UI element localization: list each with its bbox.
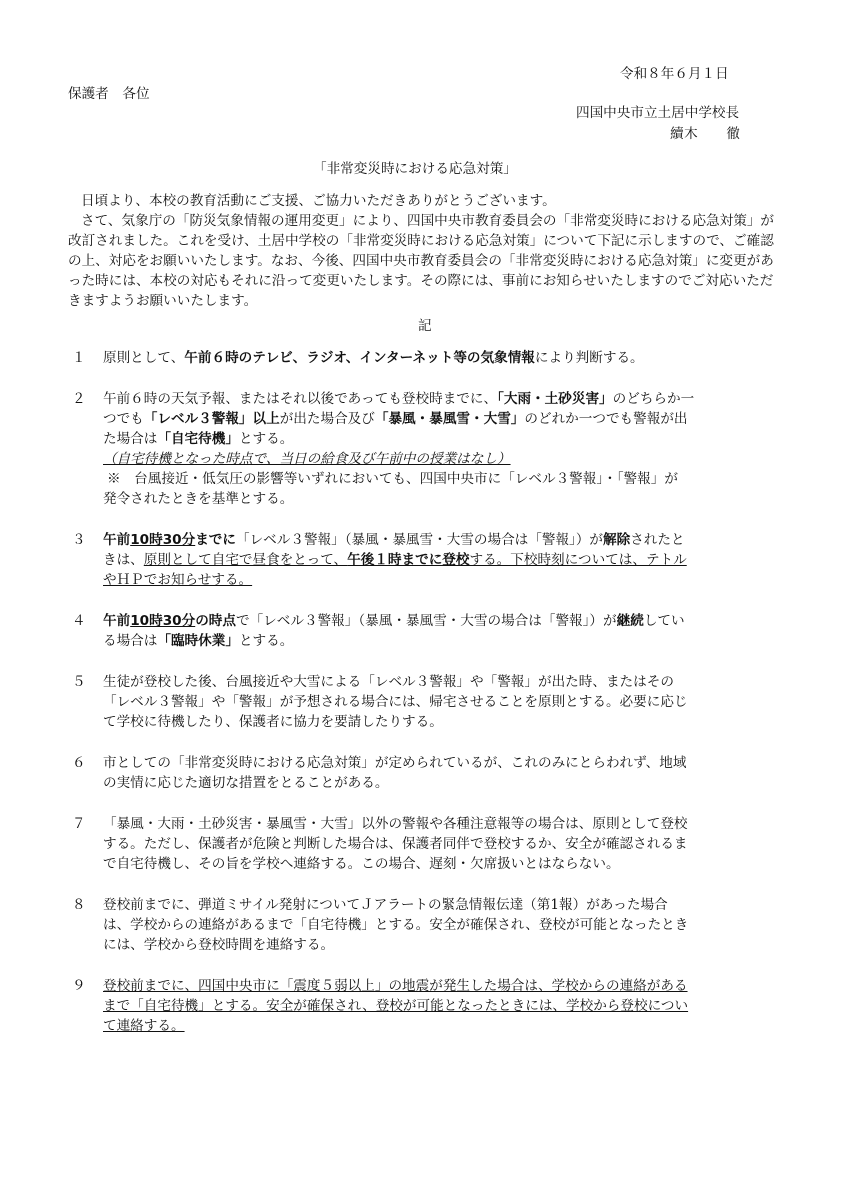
item-line	[103, 449, 780, 469]
list-item	[68, 348, 780, 368]
text-segment: が出た場合及び	[279, 411, 375, 427]
text-segment: 発令されたときを基準とする。	[103, 491, 294, 507]
item-line	[103, 773, 780, 793]
text-segment: 「臨時休業」	[157, 633, 239, 649]
text-segment: 解除	[603, 532, 631, 548]
text-segment: までに	[195, 532, 236, 548]
text-segment: は、学校からの連絡があるまで「自宅待機」とする。安全が確保され、登校が可能となったとき	[103, 917, 689, 933]
item-line	[103, 753, 780, 773]
text-segment: のどちらか一	[612, 391, 695, 407]
item-line	[103, 712, 780, 732]
text-segment: で自宅待機し、その旨を学校へ連絡する。この場合、遅刻・欠席扱いとはならない。	[103, 856, 620, 872]
list-item	[68, 611, 780, 651]
text-segment: で「レベル３警報」（暴風・暴風雪・大雪の場合は「警報」）が	[236, 613, 617, 629]
item-number: ２	[72, 391, 86, 407]
school-name: 四国中央市立土居中学校長	[576, 105, 740, 121]
text-segment: 午前	[103, 613, 131, 629]
text-segment: 原則として、	[103, 350, 185, 366]
items-list	[68, 348, 780, 1057]
ki-heading: 記	[418, 318, 432, 334]
addressee: 保護者 各位	[68, 86, 150, 102]
item-line	[103, 389, 780, 409]
text-segment: 「暴風・暴風雪・大雪」	[374, 411, 525, 427]
item-line	[103, 895, 780, 915]
document-title: 「非常変災時における応急対策」	[313, 161, 517, 177]
text-segment: する。ただし、保護者が危険と判断した場合は、保護者同伴で登校するか、安全が確認されるま	[103, 836, 688, 852]
list-item	[68, 895, 780, 955]
text-segment: の実情に応じた適切な措置をとることがある。	[103, 775, 389, 791]
item-line	[103, 1016, 780, 1036]
item-line	[103, 854, 780, 874]
text-segment: つでも	[103, 411, 144, 427]
text-segment: る場合は	[103, 633, 158, 649]
item-line	[103, 570, 780, 590]
text-segment: きは、	[103, 552, 144, 568]
item-line	[103, 469, 780, 489]
greeting-paragraph: さて、気象庁の「防災気象情報の運用変更」により、四国中央市教育委員会の「非常変災時における応急対策」が改訂されました。これを受け、土居中学校の「非常変災時における応急対策」について下記に示しますので、ご確認の上、対応をお願いいたします。なお、今後、四国中央市教育委員会の「非常変災時における応急対策」に変更があった時には、本校の対応もそれに沿って変更いたします。その際には、事前にお知らせいたしますのでご対応いただきますようお願いいたします。	[68, 213, 775, 309]
greeting-paragraph: 日頃より、本校の教育活動にご支援、ご協力いただきありがとうございます。	[81, 193, 556, 209]
text-segment: されたと	[630, 532, 685, 548]
item-number: ４	[72, 613, 86, 629]
text-segment: やＨＰでお知らせする。	[103, 572, 253, 588]
text-segment: 登校前までに、四国中央市に「震度５弱以上」の地震が発生した場合は、学校からの連絡がある	[103, 978, 688, 994]
text-segment: 台風接近・低気圧の影響等いずれにおいても、四国中央市に「レベル３警報」・「警報」が	[120, 471, 678, 487]
text-segment: まで「自宅待機」とする。安全が確保され、登校が可能となったときには、学校から登校につい	[103, 998, 689, 1014]
text-segment: 10時30分	[130, 532, 196, 548]
text-segment: 午前	[103, 532, 131, 548]
list-item	[68, 672, 780, 732]
item-line	[103, 550, 780, 570]
text-segment: 生徒が登校した後、台風接近や大雪による「レベル３警報」や「警報」が出た時、またはその	[103, 674, 674, 690]
item-line	[103, 814, 780, 834]
text-segment: 「自宅待機」	[157, 431, 239, 447]
item-line	[103, 429, 780, 449]
principal-name: 續木 徹	[670, 126, 741, 142]
item-number: ９	[72, 978, 86, 994]
text-segment: により判断する。	[534, 350, 644, 366]
text-segment: の時点	[195, 613, 236, 629]
item-line	[103, 611, 780, 631]
text-segment: 「レベル３警報」や「警報」が予想される場合には、帰宅させることを原則とする。必要に応じ	[103, 694, 688, 710]
item-line	[103, 489, 780, 509]
item-line	[103, 834, 780, 854]
text-segment: には、学校から登校時間を連絡する。	[103, 937, 335, 953]
item-line	[103, 631, 780, 651]
item-number: ６	[72, 755, 86, 771]
item-line	[103, 530, 780, 550]
text-segment: 継続	[616, 613, 644, 629]
list-item	[68, 976, 780, 1036]
text-segment: て連絡する。	[103, 1018, 185, 1034]
text-segment: 午前６時の天気予報、またはそれ以後であっても登校時までに、	[103, 391, 498, 407]
item-line	[103, 409, 780, 429]
text-segment: 「レベル３警報」以上	[143, 411, 280, 427]
text-segment: （自宅待機となった時点で、当日の給食及び午前中の授業はなし）	[103, 451, 511, 467]
text-segment: て学校に待機したり、保護者に協力を要請したりする。	[103, 714, 443, 730]
greeting-section	[68, 191, 778, 311]
text-segment: 「レベル３警報」（暴風・暴風雪・大雪の場合は「警報」）が	[236, 532, 604, 548]
list-item	[68, 389, 780, 509]
text-segment: 「大雨・土砂災害」	[497, 391, 613, 407]
text-segment: 10時30分	[130, 613, 196, 629]
text-segment: た場合は	[103, 431, 158, 447]
text-segment: 市としての「非常変災時における応急対策」が定められているが、これのみにとらわれず、地域	[103, 755, 687, 771]
text-segment: 午後１時までに登校	[347, 552, 470, 568]
item-number: ３	[72, 532, 86, 548]
item-number: ５	[72, 674, 86, 690]
list-item	[68, 530, 780, 590]
list-item	[68, 814, 780, 874]
item-line	[103, 692, 780, 712]
text-segment: 登校前までに、弾道ミサイル発射についてＪアラートの緊急情報伝達（第1報）があった場合	[103, 897, 668, 913]
text-segment: ※	[107, 471, 121, 487]
text-segment: とする。	[238, 633, 294, 649]
text-segment: 午前６時のテレビ、ラジオ、インターネット等の気象情報	[184, 350, 535, 366]
item-line	[103, 976, 780, 996]
item-number: ８	[72, 897, 86, 913]
text-segment: する。下校時刻については、テトル	[469, 552, 687, 568]
text-segment: 「暴風・大雨・土砂災害・暴風雪・大雪」以外の警報や各種注意報等の場合は、原則として登校	[103, 816, 688, 832]
text-segment: とする。	[238, 431, 294, 447]
item-line	[103, 348, 780, 368]
text-segment: のどれか一つでも警報が出	[524, 411, 688, 427]
list-item	[68, 753, 780, 793]
item-line	[103, 672, 780, 692]
item-number: ７	[72, 816, 86, 832]
item-line	[103, 915, 780, 935]
item-line	[103, 935, 780, 955]
item-number: １	[72, 350, 86, 366]
text-segment: してい	[643, 613, 685, 629]
date: 令和８年６月１日	[620, 66, 729, 82]
item-line	[103, 996, 780, 1016]
text-segment: 原則として自宅で昼食をとって、	[143, 552, 348, 568]
